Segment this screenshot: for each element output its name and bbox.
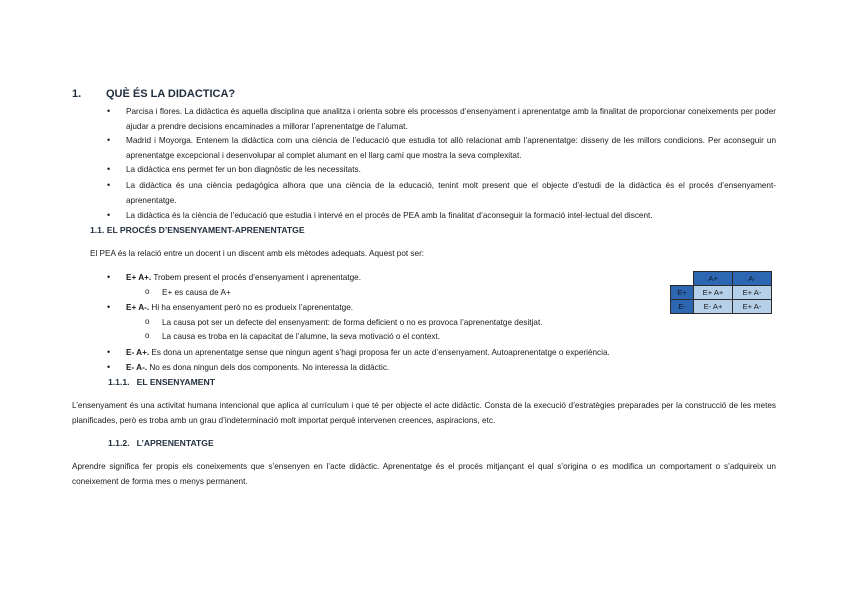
list-item (126, 361, 389, 376)
list-item: Parcisa i flores. La didàctica és aquella disciplina que analitza i orienta sobre els processos d’ensenyament i aprenentatge amb la finalitat de proporcionar coneixements per poder ajudar a prendre decisions encaminades a millorar l’aprenentatge de l’alumat. (126, 107, 776, 131)
bullet-icon: • (107, 302, 111, 312)
section-heading (72, 88, 235, 100)
circle-bullet-icon: o (145, 317, 150, 326)
section-title: QUÈ ÉS LA DIDACTICA? (106, 88, 236, 100)
circle-bullet-icon: o (145, 287, 150, 296)
bullet-icon: • (107, 164, 111, 174)
list-item (126, 271, 361, 286)
intro-paragraph: El PEA és la relació entre un docent i un discent amb els mètodes adequats. Aquest pot ser: (90, 249, 425, 258)
bullet-icon: • (107, 135, 111, 145)
bullet-icon: • (107, 362, 111, 372)
item-label: E- A-. (126, 363, 148, 372)
bullet-icon: • (107, 210, 111, 220)
table-cell: E+ A+ (694, 286, 733, 300)
table-row-header: E+ (671, 286, 694, 300)
table-column-header: A- (733, 272, 772, 286)
sub-item: La causa es troba en la capacitat de l’alumne, la seva motivació o el context. (162, 332, 441, 341)
item-text: No es dona ningun dels dos components. No interessa la didàctic. (147, 363, 390, 372)
subsection-title: 1.1. EL PROCÉS D’ENSENYAMENT-APRENENTATGE (90, 225, 305, 235)
table-row (671, 300, 772, 314)
table-cell: E+ A- (733, 300, 772, 314)
sub-item: La causa pot ser un defecte del ensenyament: de forma deficient o no es provoca l’aprenentatge desitjat. (162, 318, 543, 327)
table-column-header: A+ (694, 272, 733, 286)
list-item: La didàctica ens permet fer un bon diagnòstic de les necessitats. (126, 165, 361, 174)
paragraph: L’ensenyament és una activitat humana intencional que aplica al currículum i que té per objecte el acte didàctic. Consta de la execució d’estratègies preparades per la construcció de les metes planificades, però es troba amb un grau d’indeterminació molt importat perquè intervenen creences, aspiracions, etc. (72, 401, 776, 425)
list-item (126, 346, 610, 361)
bullet-icon: • (107, 106, 111, 116)
paragraph: Aprendre significa fer propis els coneixements que s’ensenyen en l’acte didàctic. Aprenentatge és el procés mitjançant el qual s’origina o es modifica un comportament o s’adquireix un coneixement de forma mes o menys permanent. (72, 462, 776, 486)
item-text: Hi ha ensenyament però no es produeix l’aprenentatge. (149, 303, 354, 312)
list-item (126, 301, 353, 316)
item-text: Trobem present el procés d’ensenyament i aprenentatge. (151, 273, 362, 282)
item-label: E- A+. (126, 348, 150, 357)
table-corner (671, 272, 694, 286)
bullet-icon: • (107, 180, 111, 190)
table-cell: E- A+ (694, 300, 733, 314)
item-label: E+ A+. (126, 273, 152, 282)
subsubsection-title: 1.1.1. EL ENSENYAMENT (108, 377, 215, 387)
list-item: La didàctica és la ciència de l’educació que estudia i intervé en el procés de PEA amb la finalitat d’aconseguir la formació intel·lectual del discent. (126, 211, 653, 220)
pea-table (670, 271, 772, 314)
subsubsection-title: 1.1.2. L’APRENENTATGE (108, 438, 214, 448)
table-header-row (671, 272, 772, 286)
item-label: E+ A-. (126, 303, 150, 312)
sub-item: E+ es causa de A+ (162, 288, 231, 297)
bullet-icon: • (107, 272, 111, 282)
list-item: Madrid i Moyorga. Entenem la didàctica com una ciència de l’educació que estudia tot allò relacionat amb l’aprenentatge: disseny de les millors condicions. Per aconseguir un aprenentatge excepcional i desenvolupar al complet alumant en el llarg camí que mostra la seva complexitat. (126, 136, 776, 160)
list-item: La didàctica és una ciència pedagògica alhora que una ciència de la educació, tenint molt present que el objecte d’estudi de la didàctica és el procés d’ensenyament-aprenentatge. (126, 181, 776, 205)
table-cell: E+ A- (733, 286, 772, 300)
table-row (671, 286, 772, 300)
section-number: 1. (72, 88, 82, 100)
circle-bullet-icon: o (145, 331, 150, 340)
table-row-header: E- (671, 300, 694, 314)
item-text: Es dona un aprenentatge sense que ningun agent s’hagi proposa fer un acte d’ensenyament. Autoaprenentatge o experiència. (149, 348, 610, 357)
bullet-icon: • (107, 347, 111, 357)
